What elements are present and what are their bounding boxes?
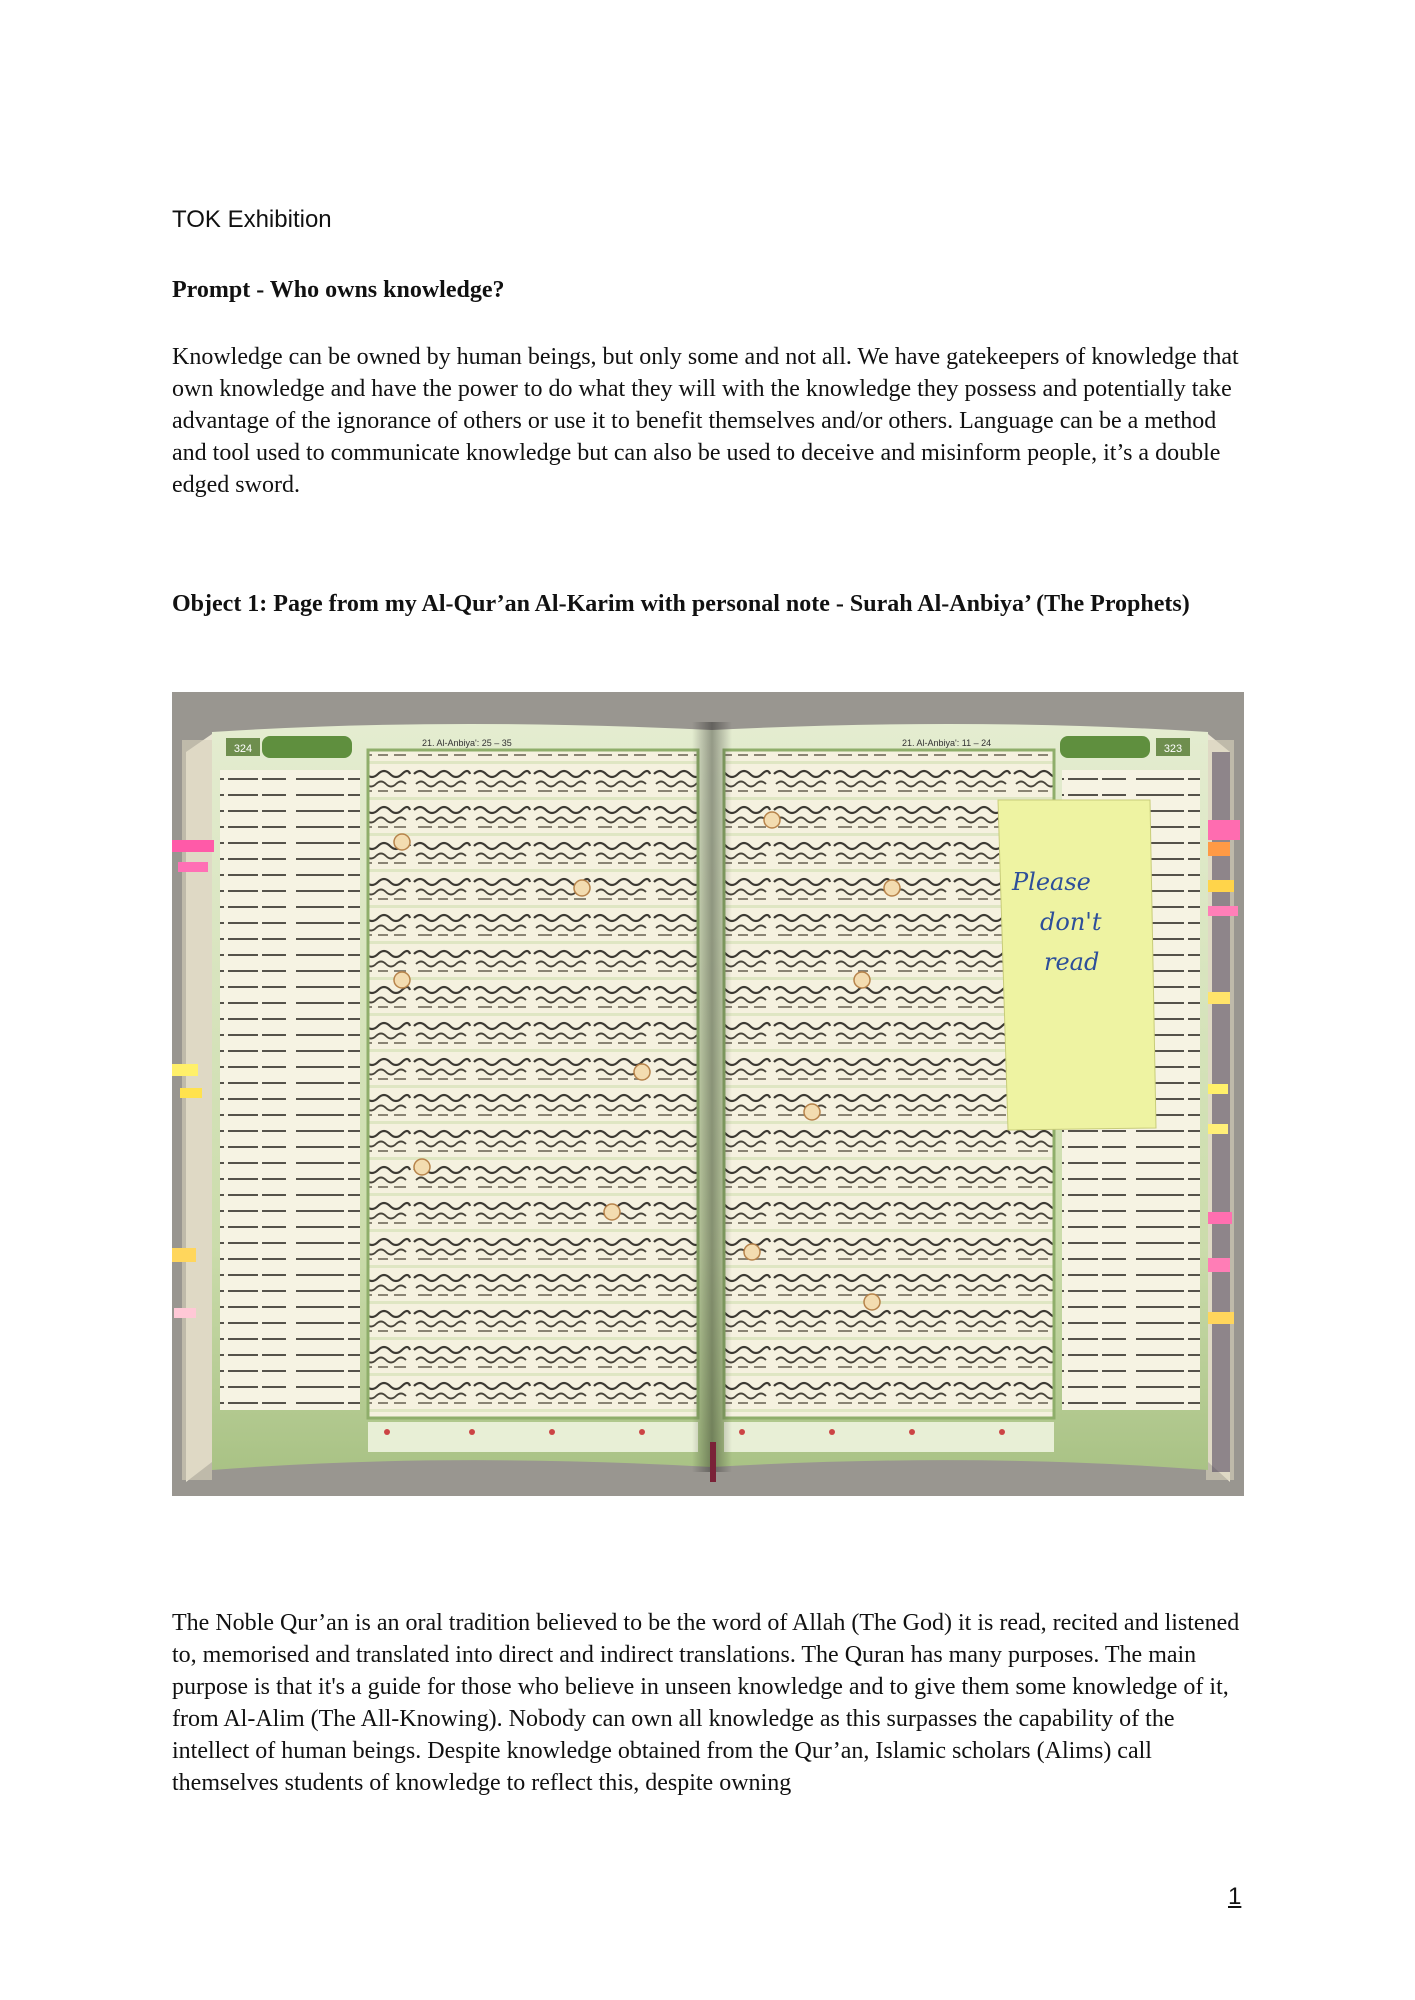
left-page-header: 21. Al-Anbiya': 25 – 35 — [422, 738, 512, 748]
sticky-note-line-3: read — [1044, 948, 1100, 976]
right-page-header: 21. Al-Anbiya': 11 – 24 — [902, 738, 992, 748]
left-page-number: 324 — [233, 743, 253, 755]
right-page-number: 323 — [1163, 743, 1183, 755]
sticky-note-line-1: Please — [1012, 868, 1091, 896]
sticky-note-line-2: don't — [1040, 908, 1102, 936]
page-number: 1 — [1228, 1883, 1242, 1910]
intro-paragraph: Knowledge can be owned by human beings, but only some and not all. We have gatekeepers of knowledge that own knowledge and have the power to do what they will with the knowledge they possess and potentially take advantage of the ignorance of others or use it to benefit themselves and/or others. Language can be a method and tool used to communicate knowledge but can also be used to deceive and misinform people, it’s a double edged sword. — [172, 344, 1239, 498]
body-paragraph: The Noble Qur’an is an oral tradition believed to be the word of Allah (The God) it is read, recited and listened to, memorised and translated into direct and indirect translations. The Quran has many purposes. The main purpose is that it's a guide for those who believe in unseen knowledge and to give them some knowledge of it, from Al-Alim (The All-Knowing). Nobody can own all knowledge as this surpasses the capability of the intellect of human beings. Despite knowledge obtained from the Qur’an, Islamic scholars (Alims) call themselves students of knowledge to reflect this, despite owning — [172, 1610, 1240, 1796]
object-heading: Object 1: Page from my Al-Qur’an Al-Karim with personal note - Surah Al-Anbiya’ (The Prophets) — [172, 591, 1190, 617]
sticky-note — [998, 800, 1156, 1130]
quran-photo — [172, 692, 1244, 1496]
prompt-heading: Prompt - Who owns knowledge? — [172, 277, 505, 303]
document-header: TOK Exhibition — [172, 206, 332, 233]
